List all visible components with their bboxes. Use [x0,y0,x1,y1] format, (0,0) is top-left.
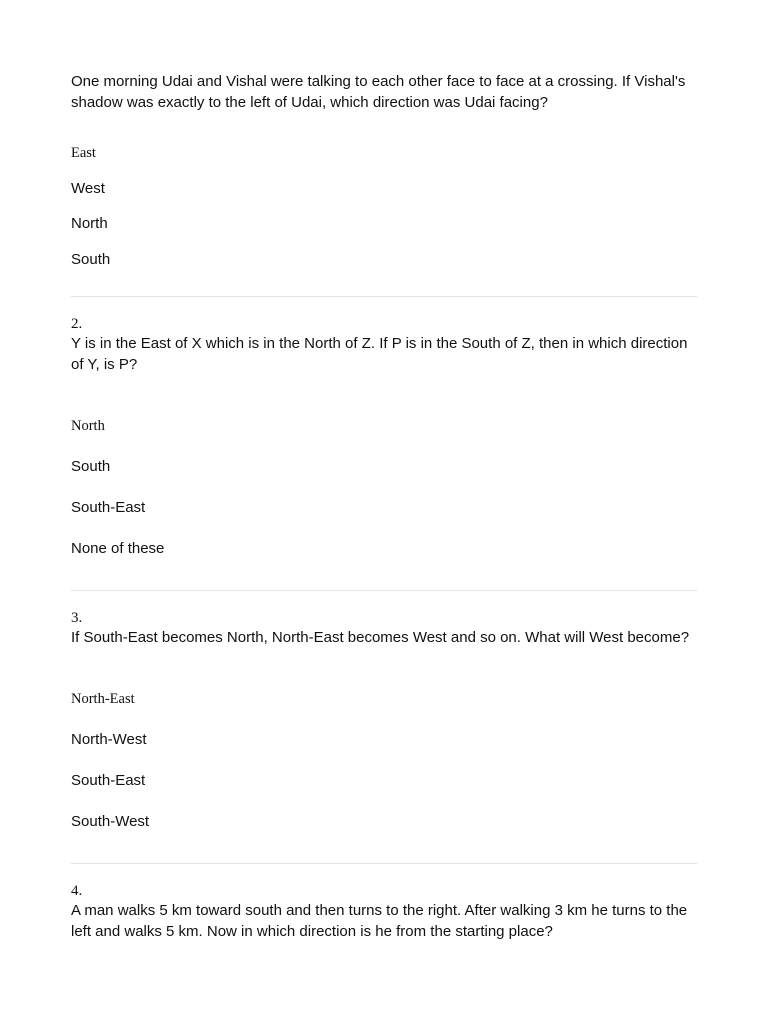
question-divider [71,590,697,591]
question-1-option-4[interactable]: South [71,251,111,268]
question-2-number: 2. [71,316,83,332]
question-3-text: If South-East becomes North, North-East becomes West and so on. What will West become? [71,629,690,646]
question-4-text: A man walks 5 km toward south and then turns to the right. After walking 3 km he turns to the left and walks 5 km. Now in which direction is he from the starting place? [71,902,688,940]
question-3-number: 3. [71,610,83,626]
question-1-option-3[interactable]: North [71,215,108,232]
question-divider [71,296,697,297]
question-1-option-2[interactable]: West [71,180,105,197]
question-2-option-3[interactable]: South-East [71,499,146,516]
question-2-option-2[interactable]: South [71,458,111,475]
question-4-number: 4. [71,883,83,899]
question-2-text: Y is in the East of X which is in the North of Z. If P is in the South of Z, then in which direction of Y, is P? [71,335,688,373]
question-3-option-2[interactable]: North-West [71,731,147,748]
question-2-option-4[interactable]: None of these [71,540,165,557]
question-3-option-1[interactable]: North-East [71,691,135,707]
question-1-text: One morning Udai and Vishal were talking to each other face to face at a crossing. If Vishal's shadow was exactly to the left of Udai, which direction was Udai facing? [71,73,686,111]
question-3-option-3[interactable]: South-East [71,772,146,789]
question-divider [71,863,697,864]
question-3-option-4[interactable]: South-West [71,813,150,830]
question-2-option-1[interactable]: North [71,418,105,434]
question-1-option-1[interactable]: East [71,145,96,161]
